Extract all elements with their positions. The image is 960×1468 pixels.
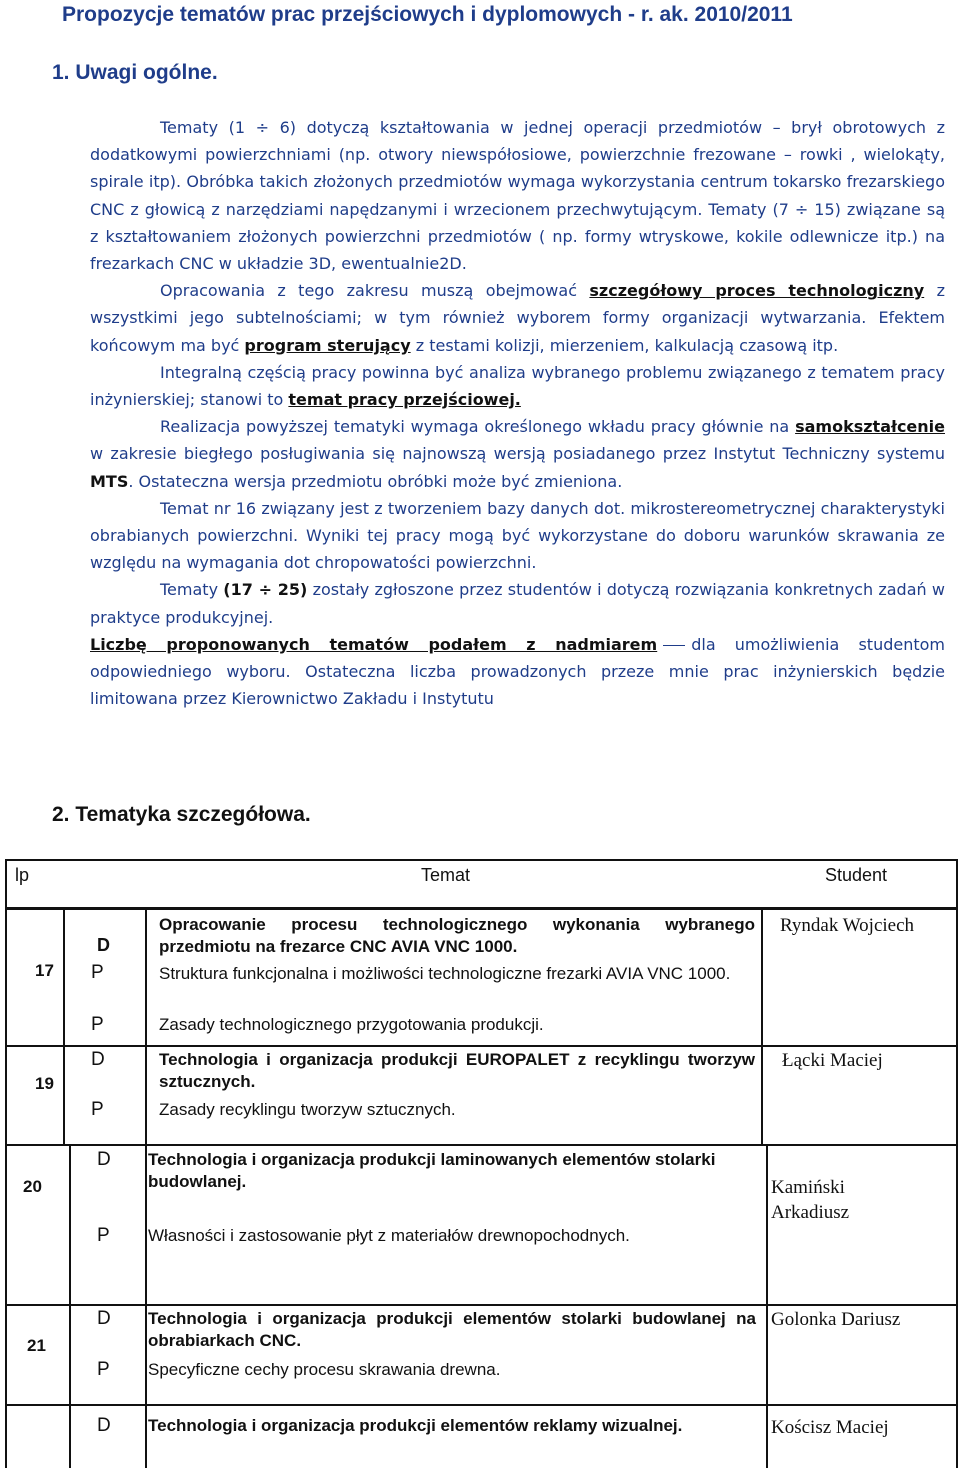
row-sep-17-19 xyxy=(5,1045,958,1047)
topic-text: Zasady recyklingu tworzyw sztucznych. xyxy=(159,1100,456,1119)
col-sep-a xyxy=(63,910,65,1146)
row-lp: 17 xyxy=(35,961,54,980)
underlined-program: program sterujący xyxy=(244,335,411,355)
row-lp: 19 xyxy=(35,1074,54,1093)
row-kind: P xyxy=(91,1014,104,1035)
row-kind: D xyxy=(97,935,110,955)
mts-bold: MTS xyxy=(90,471,129,491)
document-title: Propozycje tematów prac przejściowych i dyplomowych - r. ak. 2010/2011 xyxy=(62,3,793,26)
header-student: Student xyxy=(825,865,888,885)
student-name: Ryndak Wojciech xyxy=(780,915,915,936)
header-temat: Temat xyxy=(421,865,471,885)
row-kind: D xyxy=(91,1049,105,1070)
paragraph-process: Opracowania z tego zakresu muszą obejmować szczegółowy proces technologiczny z wszystkimi jego subtelnościami; w tym również wyborem formy organizacji wytwarzania. Efektem końcowym ma być program sterujący z testami kolizji, mierzeniem, kalkulacją czasową itp. xyxy=(90,281,945,355)
table-border-top xyxy=(5,859,958,861)
row-lp: 21 xyxy=(27,1336,46,1355)
table-border-right xyxy=(956,859,958,1468)
paragraph-realization: Realizacja powyższej tematyki wymaga określonego wkładu pracy głównie na samokształcenie w zakresie biegłego posługiwania się najnowszą wersją posiadanego przez Instytut Techniczny systemu MTS. Ostateczna wersja przedmiotu obróbki może być zmieniona. xyxy=(90,417,945,491)
table-border-left xyxy=(5,859,7,1468)
general-remarks-body xyxy=(90,114,945,712)
col-sep-c xyxy=(761,910,763,1146)
col-sep-d xyxy=(766,1146,768,1468)
underlined-selfstudy: samokształcenie xyxy=(795,417,945,437)
paragraph-number-of-topics: Liczbę proponowanych tematów podałem z nadmiarem dla umożliwienia studentom odpowiedniego wyboru. Ostateczna liczba prowadzonych przeze mnie prac inżynierskich będzie limitowana przez Kierownictwo Zakładu i Instytutu xyxy=(90,634,946,709)
underlined-topic: temat pracy przejściowej. xyxy=(288,390,521,410)
section-heading-detailed: 2. Tematyka szczegółowa. xyxy=(52,803,311,826)
topic-text: Technologia i organizacja produkcji elementów reklamy wizualnej. xyxy=(148,1416,683,1435)
col-sep-e xyxy=(69,1146,71,1468)
row-kind: P xyxy=(91,962,104,983)
row-kind: P xyxy=(97,1225,110,1246)
topic-text: Specyficzne cechy procesu skrawania drewna. xyxy=(148,1360,501,1379)
underlined-number: Liczbę proponowanych tematów podałem z nadmiarem xyxy=(90,634,658,654)
row-sep-21-22 xyxy=(5,1404,958,1406)
student-name: Kamiński Arkadiusz xyxy=(771,1177,850,1223)
row-kind: D xyxy=(97,1308,111,1329)
row-kind: D xyxy=(97,1415,111,1436)
row-kind: P xyxy=(97,1359,110,1380)
topic-text: Własności i zastosowanie płyt z materiałów drewnopochodnych. xyxy=(148,1226,630,1245)
header-lp: lp xyxy=(15,865,30,885)
col-sep-b xyxy=(145,910,147,1468)
row-lp: 20 xyxy=(23,1177,42,1196)
student-name: Łącki Maciej xyxy=(782,1050,883,1071)
topic-text: Technologia i organizacja produkcji elementów stolarki budowlanej na obrabiarkach CNC. xyxy=(148,1309,756,1350)
topics-table xyxy=(5,859,958,1468)
range-bold: (17 ÷ 25) xyxy=(223,580,308,600)
topic-text: Technologia i organizacja produkcji EUROPALET z recyklingu tworzyw sztucznych. xyxy=(159,1050,755,1091)
row-sep-20-21 xyxy=(5,1304,958,1306)
paragraph-topics-17-25: Tematy (17 ÷ 25) zostały zgłoszone przez studentów i dotyczą rozwiązania konkretnych zadań w praktyce produkcyjnej. xyxy=(90,580,945,627)
table-header-bottom xyxy=(5,907,958,910)
paragraph-integral: Integralną częścią pracy powinna być analiza wybranego problemu związanego z tematem pracy inżynierskiej; stanowi to temat pracy przejściowej. xyxy=(90,362,945,410)
em-dash xyxy=(663,645,685,646)
student-name: Golonka Dariusz xyxy=(771,1309,901,1330)
student-name: Kościsz Maciej xyxy=(771,1417,889,1438)
row-sep-19-20 xyxy=(5,1144,958,1146)
topic-text: Zasady technologicznego przygotowania produkcji. xyxy=(159,1015,544,1034)
topic-text: Struktura funkcjonalna i możliwości technologiczne frezarki AVIA VNC 1000. xyxy=(159,964,731,983)
paragraph-topic-16: Temat nr 16 związany jest z tworzeniem bazy danych dot. mikrostereometrycznej charakterystyki obrabianych powierzchni. Wyniki tej pracy mogą być wykorzystane do doboru warunków skrawania ze względu na wymagania dot chropowatości powierzchni. xyxy=(90,498,945,573)
row-kind: P xyxy=(91,1099,104,1120)
underlined-process: szczegółowy proces technologiczny xyxy=(589,281,925,301)
topic-text: Opracowanie procesu technologicznego wykonania wybranego przedmiotu na frezarce CNC AVIA VNC 1000. xyxy=(159,915,755,956)
section-heading-general: 1. Uwagi ogólne. xyxy=(52,61,218,84)
row-kind: D xyxy=(97,1149,111,1170)
topic-text: Technologia i organizacja produkcji laminowanych elementów stolarki budowlanej. xyxy=(148,1150,716,1191)
paragraph-topics-1-15: Tematy (1 ÷ 6) dotyczą kształtowania w jednej operacji przedmiotów – brył obrotowych z dodatkowymi powierzchniami (np. otwory niewspółosiowe, powierzchnie frezowane – rowki , wielokąty, spirale itp). Obróbka takich złożonych przedmiotów wymaga wykorzystania centrum tokarsko frezarskiego CNC z głowicą z narzędziami napędzanymi i wrzecionem przechwytującym. Tematy (7 ÷ 15) związane są z kształtowaniem złożonych powierzchni przedmiotów ( np. formy wtryskowe, kokile odlewnicze itp.) na frezarkach CNC w układzie 3D, ewentualnie2D. xyxy=(90,118,945,274)
